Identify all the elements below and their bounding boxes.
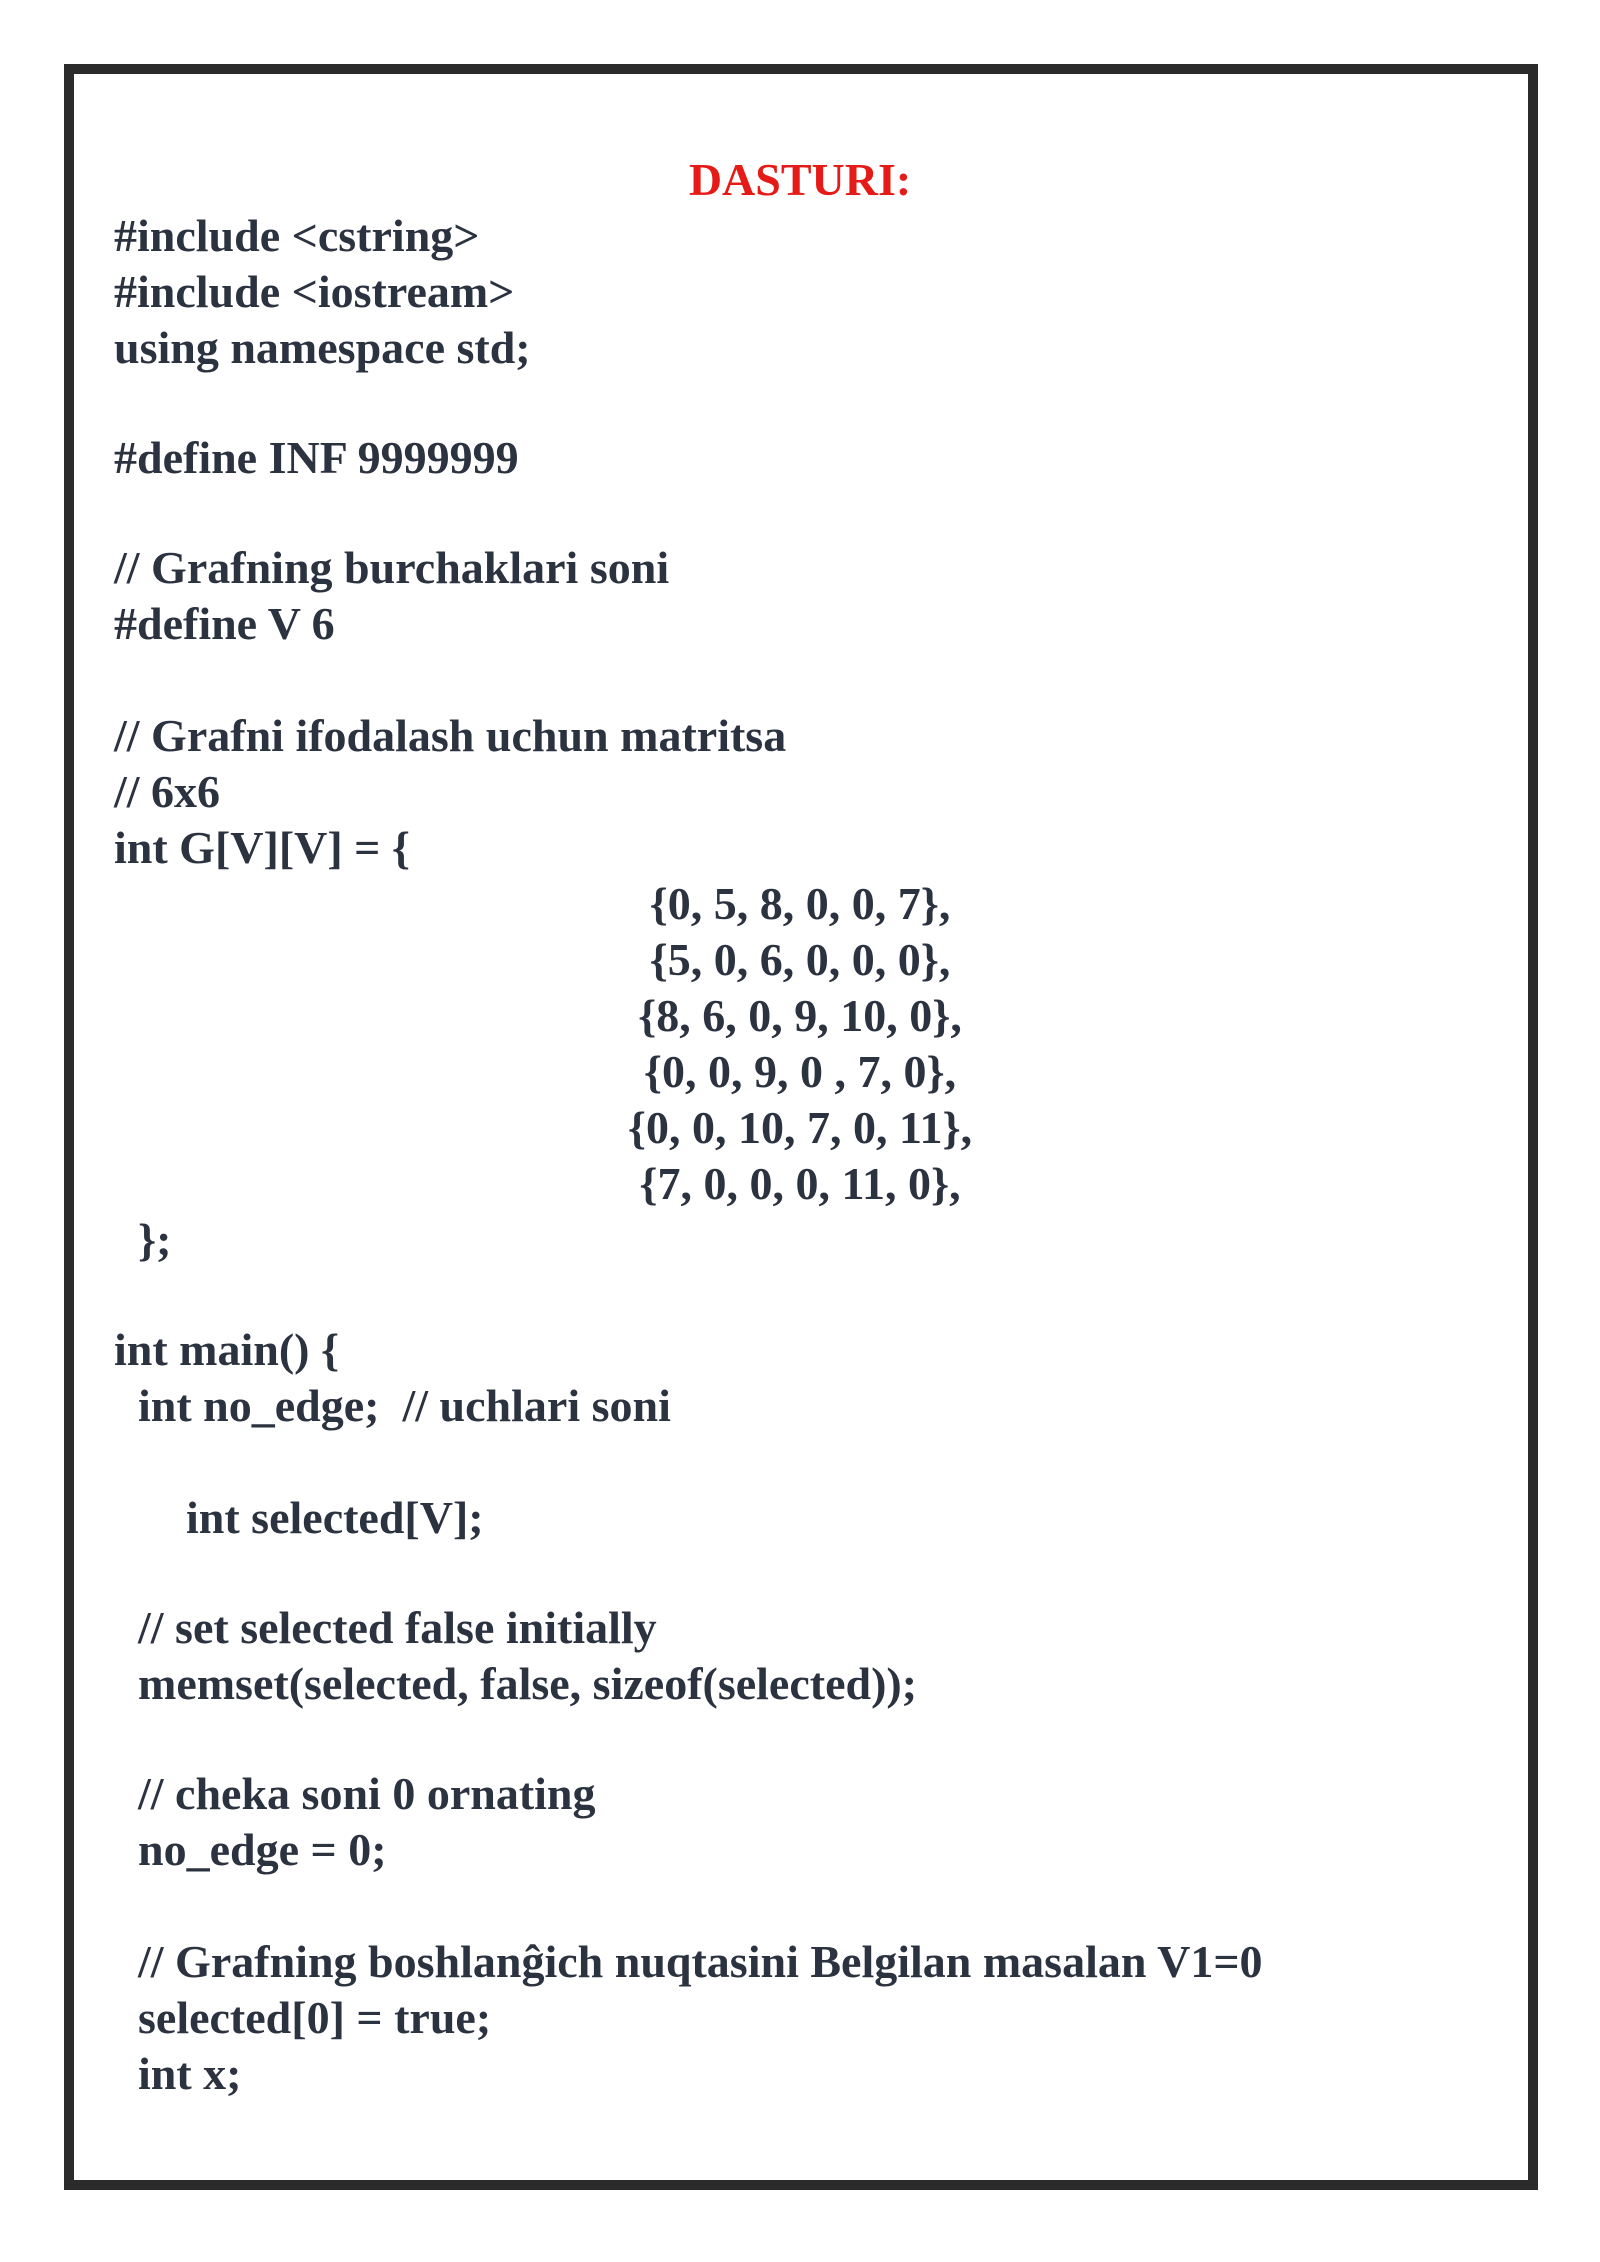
code-line-memset-call: memset(selected, false, sizeof(selected)); xyxy=(138,1658,918,1709)
code-line-comment-matrix: // Grafni ifodalash uchun matritsa xyxy=(114,710,787,761)
code-line-include-cstring: #include <cstring> xyxy=(114,210,480,261)
code-line-main-decl: int main() { xyxy=(114,1324,340,1375)
code-line-comment-vertices: // Grafning burchaklari soni xyxy=(114,542,670,593)
code-line-selected-true: selected[0] = true; xyxy=(138,1992,492,2043)
document-title: DASTURI: xyxy=(688,154,912,205)
code-line-matrix-decl: int G[V][V] = { xyxy=(114,822,411,873)
code-line-no-edge-decl: int no_edge; // uchlari soni xyxy=(138,1380,671,1431)
matrix-row: {8, 6, 0, 9, 10, 0}, xyxy=(638,990,962,1041)
code-line-comment-set-false: // set selected false initially xyxy=(138,1602,657,1653)
matrix-row: {0, 5, 8, 0, 0, 7}, xyxy=(649,878,951,929)
matrix-row: {0, 0, 10, 7, 0, 11}, xyxy=(627,1102,973,1153)
code-line-comment-start: // Grafning boshlanĝich nuqtasini Belgilan masalan V1=0 xyxy=(138,1936,1263,1987)
matrix-row: {7, 0, 0, 0, 11, 0}, xyxy=(639,1158,961,1209)
code-line-define-v: #define V 6 xyxy=(114,598,335,649)
code-line-comment-size: // 6x6 xyxy=(114,766,221,817)
code-line-comment-edge-zero: // cheka soni 0 ornating xyxy=(138,1768,596,1819)
matrix-row: {5, 0, 6, 0, 0, 0}, xyxy=(649,934,951,985)
code-line-int-x: int x; xyxy=(138,2048,242,2099)
matrix-row: {0, 0, 9, 0 , 7, 0}, xyxy=(643,1046,957,1097)
code-line-selected-decl: int selected[V]; xyxy=(186,1492,484,1543)
code-line-include-iostream: #include <iostream> xyxy=(114,266,515,317)
code-line-no-edge-zero: no_edge = 0; xyxy=(138,1824,387,1875)
code-line-using-namespace: using namespace std; xyxy=(114,322,531,373)
code-line-define-inf: #define INF 9999999 xyxy=(114,432,519,483)
code-line-matrix-close: }; xyxy=(138,1214,172,1265)
